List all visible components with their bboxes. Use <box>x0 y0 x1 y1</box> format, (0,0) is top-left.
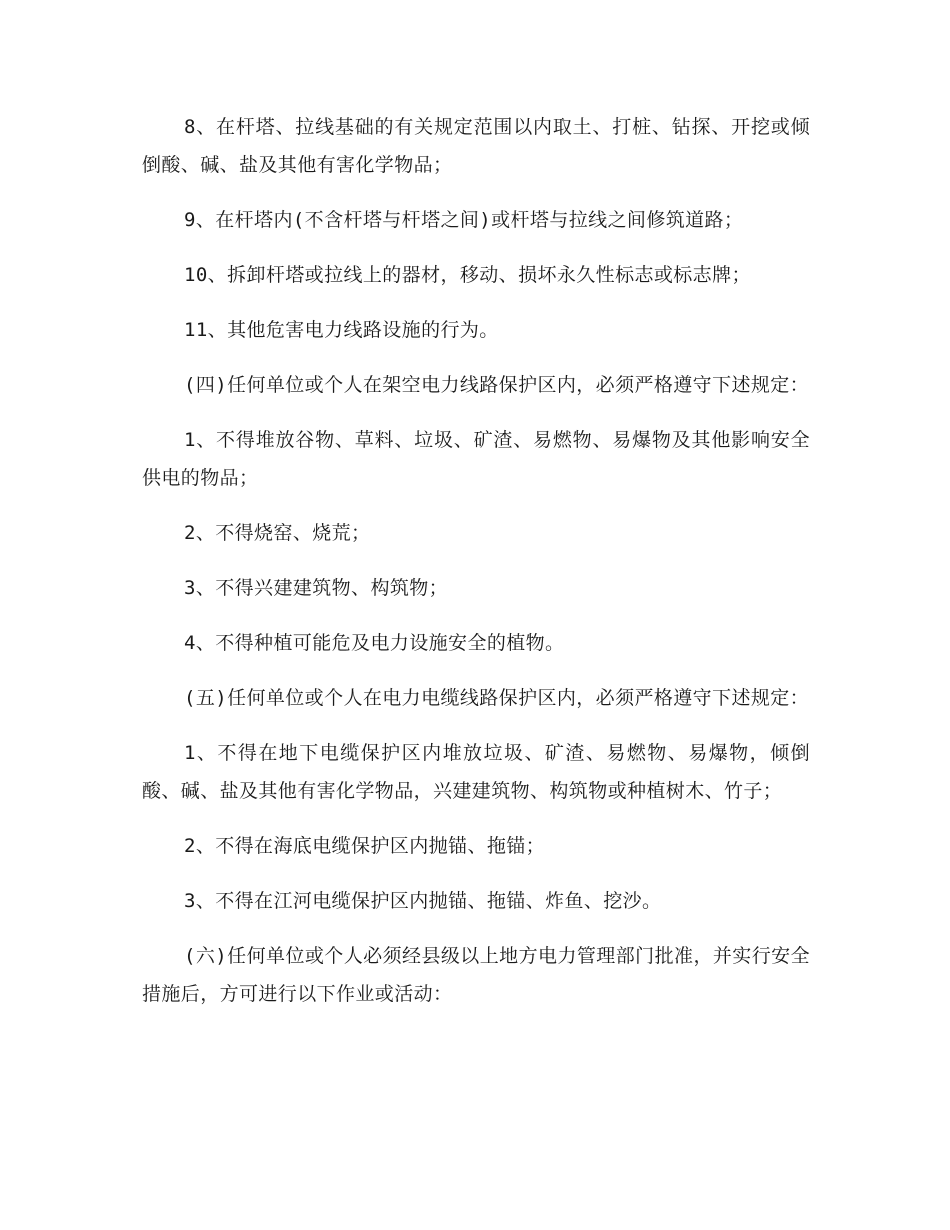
paragraph-rule-4-4: 4、不得种植可能危及电力设施安全的植物。 <box>184 632 565 654</box>
paragraph-rule-4-2: 2、不得烧窑、烧荒； <box>184 522 371 544</box>
paragraph-rule-5-3: 3、不得在江河电缆保护区内抛锚、拖锚、炸鱼、挖沙。 <box>184 890 662 912</box>
paragraph-rule-5-1: 1、不得在地下电缆保护区内堆放垃圾、矿渣、易燃物、易爆物，倾倒酸、碱、盐及其他有害化学物品，兴建建筑物、构筑物或种植树木、竹子； <box>142 742 810 802</box>
section-heading-5: (五)任何单位或个人在电力电缆线路保护区内，必须严格遵守下述规定： <box>184 687 810 709</box>
paragraph-rule-4-3: 3、不得兴建建筑物、构筑物； <box>184 577 449 599</box>
paragraph-rule-4-1: 1、不得堆放谷物、草料、垃圾、矿渣、易燃物、易爆物及其他影响安全供电的物品； <box>142 429 810 489</box>
section-heading-6: (六)任何单位或个人必须经县级以上地方电力管理部门批准，并实行安全措施后，方可进行以下作业或活动： <box>142 945 810 1005</box>
paragraph-item-9: 9、在杆塔内(不含杆塔与杆塔之间)或杆塔与拉线之间修筑道路； <box>184 209 744 231</box>
paragraph-item-8: 8、在杆塔、拉线基础的有关规定范围以内取土、打桩、钻探、开挖或倾倒酸、碱、盐及其他有害化学物品； <box>142 116 810 176</box>
paragraph-item-10: 10、拆卸杆塔或拉线上的器材，移动、损坏永久性标志或标志牌； <box>184 264 751 286</box>
document-body <box>142 108 810 1030</box>
section-heading-4: (四)任何单位或个人在架空电力线路保护区内，必须严格遵守下述规定： <box>184 374 810 396</box>
paragraph-item-11: 11、其他危害电力线路设施的行为。 <box>184 319 499 341</box>
paragraph-rule-5-2: 2、不得在海底电缆保护区内抛锚、拖锚； <box>184 835 546 857</box>
